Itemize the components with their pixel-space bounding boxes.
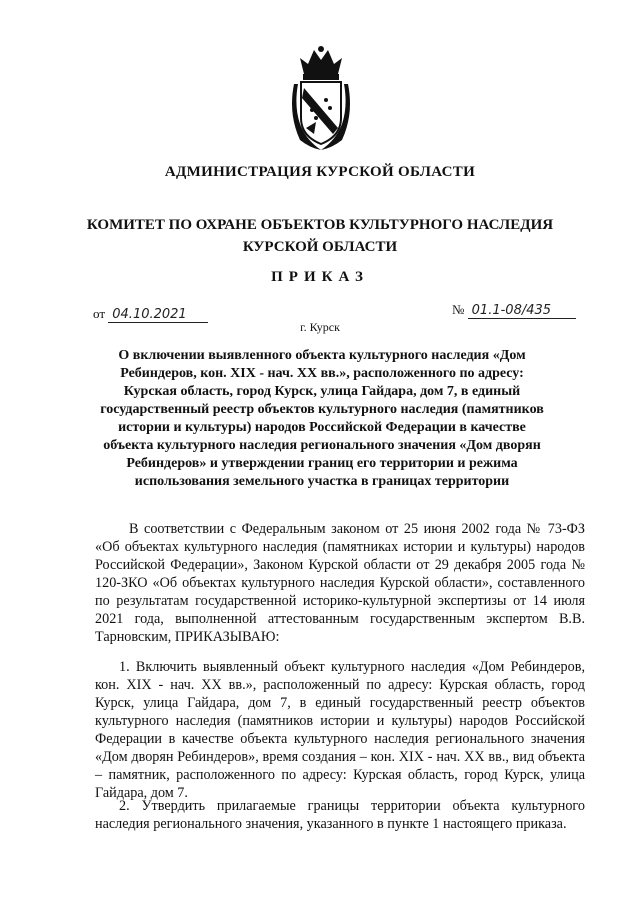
handwritten-date: 04.10.2021 bbox=[108, 307, 208, 323]
item-1-paragraph: 1. Включить выявленный объект культурного наследия «Дом Ребиндеров, кон. XIX - нач. XX вв.», расположенный по адресу: Курская область, город Курск, улица Гайдара, дом 7, в единый государственный реестр объектов культурного наследия (памятников истории и культуры) народов Российской Федерации в качестве объекта культурного наследия регионального значения «Дом дворян Ребиндеров», время создания – кон. XIX - нач. XX вв., вид объекта – памятник, расположенного по адресу: Курская область, город Курск, улица Гайдара, дом 7. bbox=[95, 659, 585, 801]
number-label: № bbox=[452, 302, 465, 317]
city: г. Курск bbox=[300, 320, 340, 334]
item-2-paragraph: 2. Утвердить прилагаемые границы территории объекта культурного наследия регионального значения, указанного в пункте 1 настоящего приказа. bbox=[95, 798, 585, 832]
from-label: от bbox=[93, 306, 106, 321]
preamble-paragraph: В соответствии с Федеральным законом от 25 июня 2002 года № 73-ФЗ «Об объектах культурного наследия (памятниках истории и культуры) народов Российской Федерации», Законом Курской области от 29 декабря 2005 года № 120-ЗКО «Об объектах культурного наследия Курской области», составленного по результатам государственной историко-культурной экспертизы от 14 июля 2021 года, выполненной аттестованным государственным экспертом В.В. Тарновским, ПРИКАЗЫВАЮ: bbox=[95, 521, 585, 645]
handwritten-number: 01.1-08/435 bbox=[468, 303, 576, 319]
committee-name-line-2: КУРСКОЙ ОБЛАСТИ bbox=[242, 239, 398, 255]
committee-name bbox=[0, 214, 640, 258]
number-line bbox=[452, 302, 576, 319]
coat-of-arms-icon bbox=[286, 44, 356, 152]
order-title: О включении выявленного объекта культурного наследия «Дом Ребиндеров, кон. XIX - нач. XX вв.», расположенного по адресу: Курская область, город Курск, улица Гайдара, дом 7, в единый государственный реестр объектов культурного наследия (памятников истории и культуры) народов Российской Федерации в качестве объекта культурного наследия регионального значения «Дом дворян Ребиндеров» и утверждении границ его территории и режима использования земельного участка в границах территории bbox=[100, 348, 544, 489]
committee-name-line-1: КОМИТЕТ ПО ОХРАНЕ ОБЪЕКТОВ КУЛЬТУРНОГО НАСЛЕДИЯ bbox=[86, 217, 554, 233]
administration-name: АДМИНИСТРАЦИЯ КУРСКОЙ ОБЛАСТИ bbox=[164, 164, 476, 180]
document-type: ПРИКАЗ bbox=[271, 269, 369, 285]
